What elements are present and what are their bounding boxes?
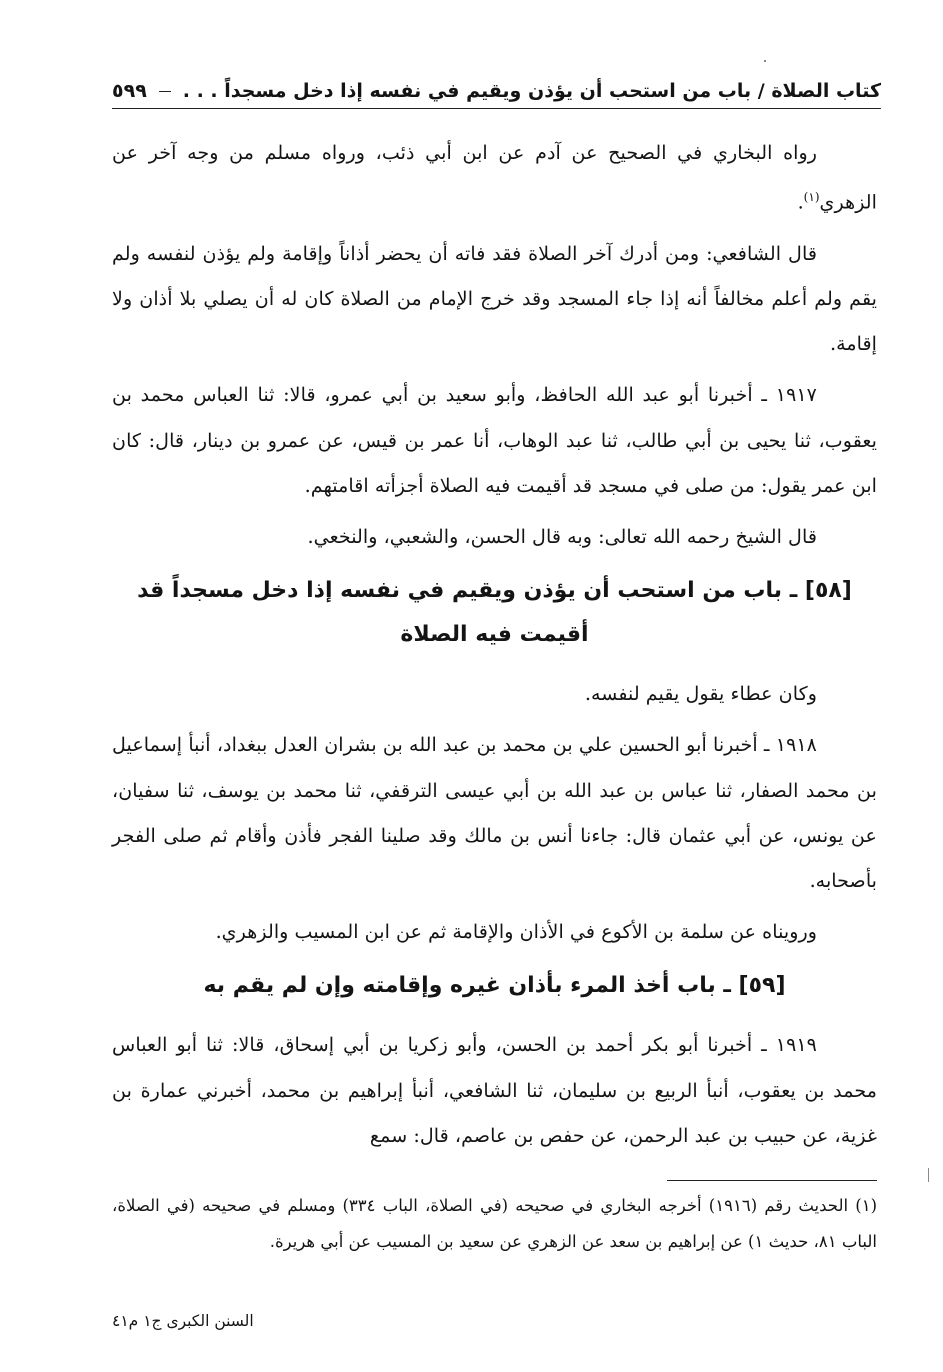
chapter-heading-59: [٥٩] ـ باب أخذ المرء بأذان غيره وإقامته وإن لم يقم به xyxy=(203,973,786,999)
header-title: كتاب الصلاة / باب من استحب أن يؤذن ويقيم في نفسه إذا دخل مسجداً . . . xyxy=(182,80,881,102)
paragraph: قال الشيخ رحمه الله تعالى: وبه قال الحسن، والشعبي، والنخعي. xyxy=(307,525,817,549)
paragraph-text: رواه البخاري في الصحيح عن آدم عن ابن أبي ذئب، ورواه مسلم من وجه آخر عن الزهري xyxy=(112,141,877,214)
footnote-marker: (١) xyxy=(803,190,820,205)
running-header xyxy=(112,74,881,109)
footnote: (١) الحديث رقم (١٩١٦) أخرجه البخاري في صحيحه (في الصلاة، الباب ٣٣٤) ومسلم في صحيحه (في الصلاة، الباب ٨١، حديث ١) عن إبراهيم بن سعد عن الزهري عن سعيد بن المسيب عن أبي هريرة. xyxy=(112,1196,877,1251)
paragraph: ورويناه عن سلمة بن الأكوع في الأذان والإقامة ثم عن ابن المسيب والزهري. xyxy=(215,920,817,944)
paragraph: قال الشافعي: ومن أدرك آخر الصلاة فقد فاته أن يحضر أذاناً وإقامة ولم يؤذن لنفسه ولم يقم ولم أعلم مخالفاً أنه إذا جاء المسجد وقد خرج الإمام من الصلاة كان له أن يصلي بلا أذان ولا إقامة. xyxy=(112,241,877,356)
footnotes xyxy=(112,1188,877,1260)
chapter-heading-58: [٥٨] ـ باب من استحب أن يؤذن ويقيم في نفسه إذا دخل مسجداً قد أقيمت فيه الصلاة xyxy=(137,578,852,648)
scan-speck xyxy=(764,60,766,62)
hadith-1919: ١٩١٩ ـ أخبرنا أبو بكر أحمد بن الحسن، وأبو زكريا بن أبي إسحاق، قالا: ثنا أبو العباس محمد بن يعقوب، أنبأ الربيع بن سليمان، ثنا الشافعي، أنبأ إبراهيم بن محمد، أخبرني عمارة بن غزية، عن حبيب بن عبد الرحمن، عن حفص بن عاصم، قال: سمع xyxy=(112,1033,877,1147)
header-dash-line xyxy=(159,91,171,92)
footnote-separator xyxy=(667,1180,877,1181)
paragraph: رواه البخاري في الصحيح عن آدم عن ابن أبي ذئب، ورواه مسلم من وجه آخر عن الزهري$^{(١)}$. xyxy=(112,141,877,214)
hadith-1918: ١٩١٨ ـ أخبرنا أبو الحسين علي بن محمد بن عبد الله بن بشران العدل ببغداد، أنبأ إسماعيل بن محمد الصفار، ثنا عباس بن عبد الله بن أبي عيسى الترقفي، ثنا محمد بن يوسف، ثنا سفيان، عن يونس، عن أبي عثمان قال: جاءنا أنس بن مالك وقد صلينا الفجر فأذن وأقام ثم صلى الفجر بأصحابه. xyxy=(112,733,877,893)
printer-signature: السنن الكبرى ج١ م٤١ xyxy=(112,1312,254,1330)
hadith-1917: ١٩١٧ ـ أخبرنا أبو عبد الله الحافظ، وأبو سعيد بن أبي عمرو، قالا: ثنا العباس محمد بن يعقوب، ثنا يحيى بن أبي طالب، ثنا عبد الوهاب، أنا عمر بن قيس، عن عمرو بن دينار، قال: كان ابن عمر يقول: من صلى في مسجد قد أقيمت فيه الصلاة أجزأته اقامتهم. xyxy=(112,383,877,497)
scan-speck xyxy=(928,1168,929,1182)
page-number: ٥٩٩ xyxy=(112,80,147,102)
paragraph: وكان عطاء يقول يقيم لنفسه. xyxy=(584,682,817,706)
page-body xyxy=(112,130,877,1158)
